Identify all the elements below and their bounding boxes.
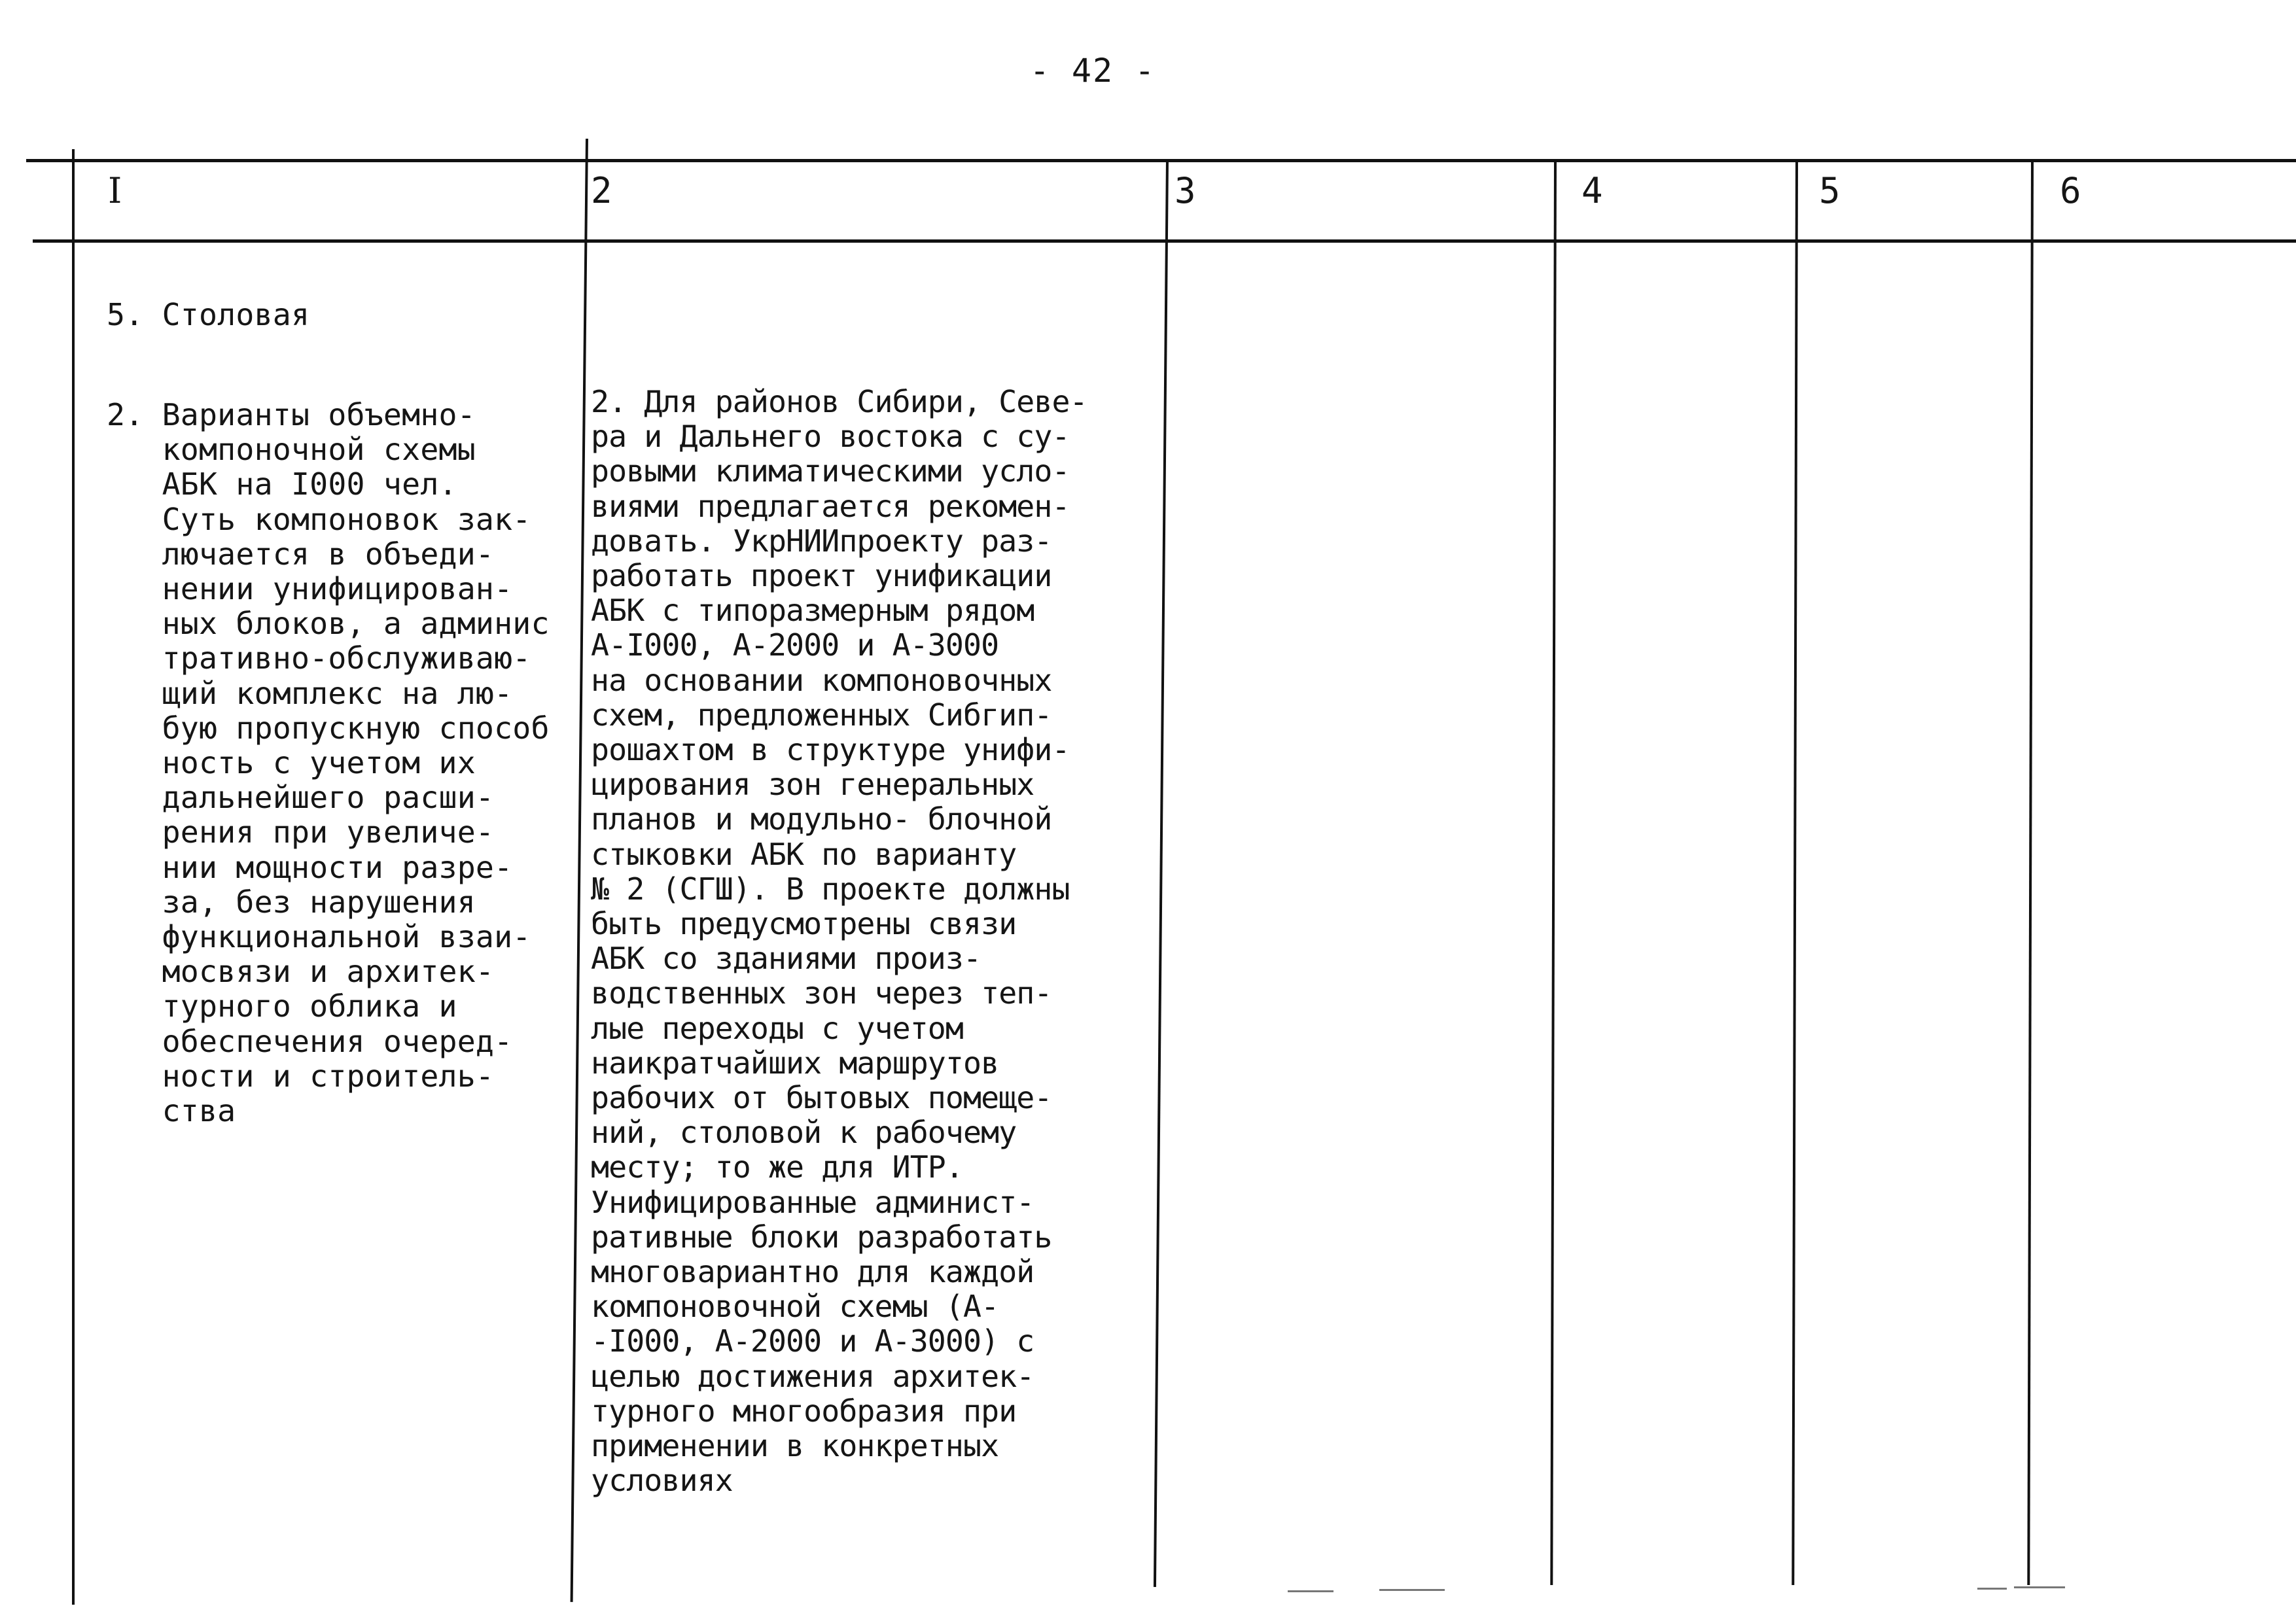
col1-line: ных блоков, а админис bbox=[107, 606, 550, 642]
col2-line: ра и Дальнего востока с су- bbox=[591, 419, 1070, 455]
col2-line: ний, столовой к рабочему bbox=[591, 1115, 1017, 1151]
col2-line: многовариантно для каждой bbox=[591, 1254, 1034, 1290]
column-divider-1 bbox=[72, 149, 75, 1605]
col1-line: турного облика и bbox=[107, 988, 457, 1024]
header-bottom-rule bbox=[33, 239, 2296, 243]
table-top-rule bbox=[26, 159, 2296, 162]
col2-line: условиях bbox=[591, 1463, 733, 1499]
col2-line: № 2 (СГШ). В проекте должны bbox=[591, 871, 1070, 907]
col1-line: тративно-обслуживаю- bbox=[107, 640, 531, 676]
column-header-4: 4 bbox=[1581, 170, 1603, 211]
col2-line: лые переходы с учетом bbox=[591, 1010, 964, 1046]
col2-line: -I000, А-2000 и А-3000) с bbox=[591, 1323, 1034, 1359]
col1-line: нии мощности разре- bbox=[107, 849, 513, 885]
column-header-5: 5 bbox=[1819, 170, 1841, 211]
col2-line: АБК с типоразмерным рядом bbox=[591, 593, 1034, 629]
col2-line: быть предусмотрены связи bbox=[591, 906, 1017, 942]
col2-line: виями предлагается рекомен- bbox=[591, 488, 1070, 524]
col1-line: бую пропускную способ bbox=[107, 710, 550, 746]
col2-line: водственных зон через теп- bbox=[591, 975, 1052, 1011]
col2-line: Унифицированные админист- bbox=[591, 1184, 1034, 1220]
col2-line: планов и модульно- блочной bbox=[591, 801, 1052, 837]
col2-line: целью достижения архитек- bbox=[591, 1358, 1034, 1394]
col2-line: месту; то же для ИТР. bbox=[591, 1149, 964, 1185]
col2-line: ровыми климатическими усло- bbox=[591, 453, 1070, 489]
col2-line: применении в конкретных bbox=[591, 1428, 999, 1464]
scan-mark bbox=[1379, 1589, 1445, 1591]
col1-line: дальнейшего расши- bbox=[107, 780, 495, 816]
column-header-1: I bbox=[108, 170, 122, 211]
column-header-6: 6 bbox=[2060, 170, 2081, 211]
col2-line: рабочих от бытовых помеще- bbox=[591, 1080, 1052, 1116]
column-divider-5 bbox=[1792, 159, 1798, 1585]
col2-line: рошахтом в структуре унифи- bbox=[591, 732, 1070, 768]
col2-line: схем, предложенных Сибгип- bbox=[591, 697, 1052, 733]
scan-mark bbox=[2014, 1586, 2065, 1588]
column-header-3: 3 bbox=[1174, 170, 1196, 211]
column-divider-2 bbox=[571, 139, 588, 1602]
col1-line: рения при увеличе- bbox=[107, 814, 495, 850]
col1-line: за, без нарушения bbox=[107, 884, 476, 920]
column-divider-6 bbox=[2027, 159, 2034, 1585]
col1-line: компоночной схемы bbox=[107, 432, 476, 468]
col2-line: наикратчайших маршрутов bbox=[591, 1045, 999, 1081]
scan-mark bbox=[1288, 1590, 1333, 1592]
col1-line: Суть компоновок зак- bbox=[107, 501, 531, 537]
column-divider-3 bbox=[1154, 159, 1169, 1587]
col2-line: довать. УкрНИИпроекту раз- bbox=[591, 523, 1052, 559]
col1-line: обеспечения очеред- bbox=[107, 1023, 513, 1059]
col2-line: турного многообразия при bbox=[591, 1393, 1017, 1429]
col1-line: ства bbox=[107, 1093, 236, 1129]
col1-line: мосвязи и архитек- bbox=[107, 954, 495, 990]
col1-line: лючается в объеди- bbox=[107, 536, 495, 572]
col1-line: нении унифицирован- bbox=[107, 571, 513, 607]
column-divider-4 bbox=[1550, 159, 1557, 1585]
col2-line: АБК со зданиями произ- bbox=[591, 941, 981, 977]
col1-line: щий комплекс на лю- bbox=[107, 675, 513, 711]
col2-line: 2. Для районов Сибири, Севе- bbox=[591, 384, 1087, 419]
column-2-text bbox=[591, 385, 1087, 1499]
col2-line: ративные блоки разработать bbox=[591, 1219, 1052, 1255]
col1-line: 2. Варианты объемно- bbox=[107, 397, 476, 432]
col2-line: А-I000, А-2000 и А-3000 bbox=[591, 627, 999, 663]
col1-line: функциональной взаи- bbox=[107, 919, 531, 955]
col2-line: стыковки АБК по варианту bbox=[591, 836, 1017, 872]
column-1-text bbox=[107, 398, 550, 1128]
col1-line: АБК на I000 чел. bbox=[107, 466, 457, 502]
page-number: - 42 - bbox=[1029, 52, 1156, 90]
col2-line: цирования зон генеральных bbox=[591, 767, 1034, 803]
col1-line: ности и строитель- bbox=[107, 1058, 495, 1094]
column-header-2: 2 bbox=[591, 170, 612, 211]
col2-line: на основании компоновочных bbox=[591, 662, 1052, 698]
section-title: 5. Столовая bbox=[107, 297, 310, 332]
scan-mark bbox=[1977, 1588, 2007, 1590]
col2-line: компоновочной схемы (А- bbox=[591, 1289, 999, 1325]
col2-line: работать проект унификации bbox=[591, 558, 1052, 594]
col1-line: ность с учетом их bbox=[107, 745, 476, 781]
